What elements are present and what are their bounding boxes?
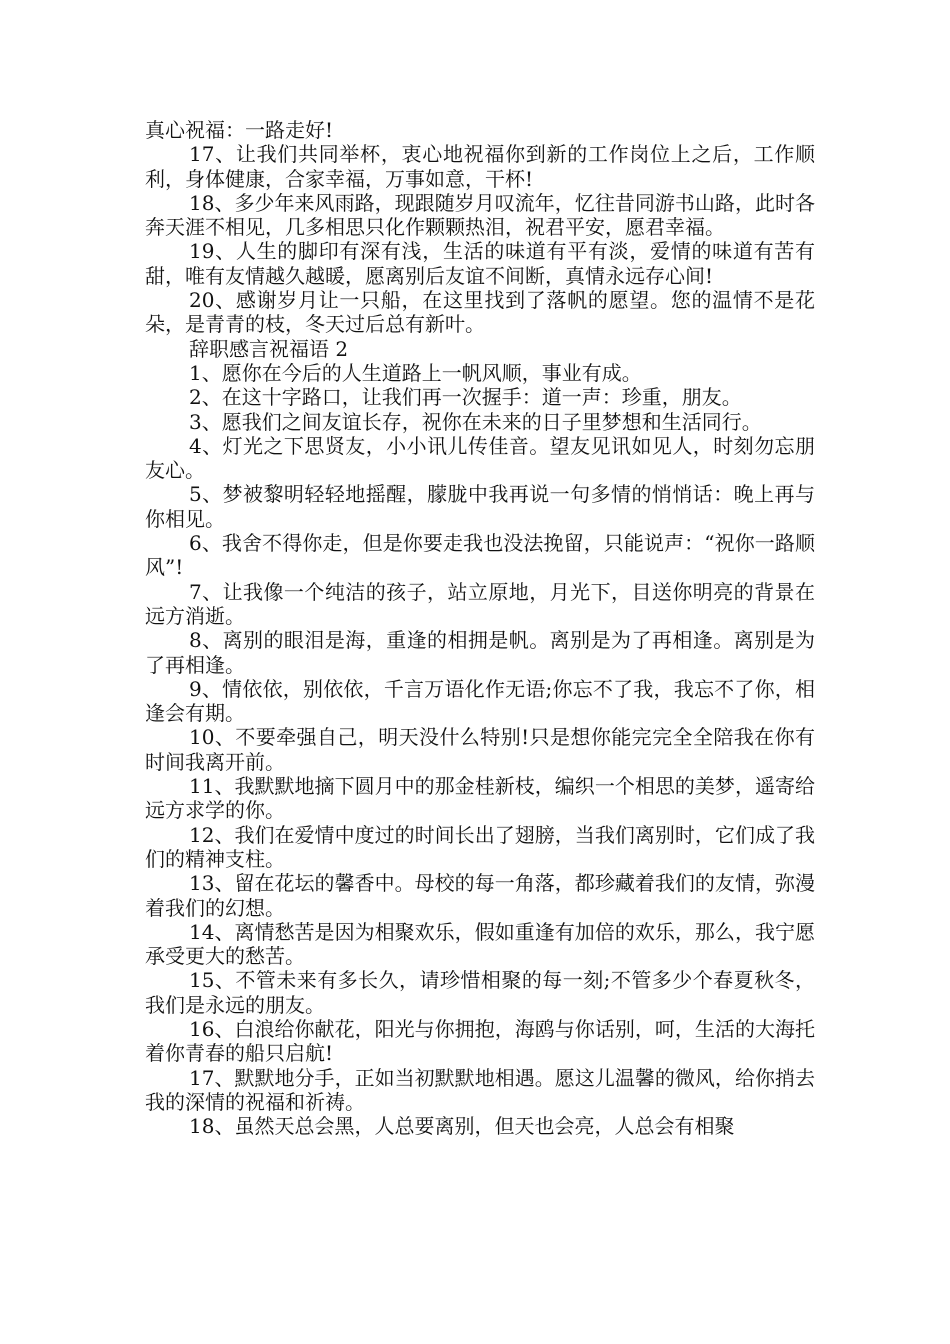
paragraph-item-18b: 18、虽然天总会黑，人总要离别，但天也会亮，人总会有相聚 (189, 1114, 735, 1139)
paragraph-item-10: 10、不要牵强自己，明天没什么特别!只是想你能完完全全陪我在你有时间我离开前。 (145, 725, 815, 774)
paragraph-item-7: 7、让我像一个纯洁的孩子，站立原地，月光下，目送你明亮的背景在远方消逝。 (145, 579, 815, 628)
paragraph-item-20: 20、感谢岁月让一只船，在这里找到了落帆的愿望。您的温情不是花朵，是青青的枝，冬天过后总有新叶。 (145, 288, 815, 337)
paragraph-item-17: 17、让我们共同举杯，衷心地祝福你到新的工作岗位上之后，工作顺利，身体健康，合家幸福，万事如意，干杯! (145, 142, 815, 191)
paragraph-item-13: 13、留在花坛的馨香中。母校的每一角落，都珍藏着我们的友情，弥漫着我们的幻想。 (145, 871, 815, 920)
paragraph-item-6: 6、我舍不得你走，但是你要走我也没法挽留，只能说声：“祝你一路顺风”! (145, 531, 815, 580)
paragraph-item-1: 1、愿你在今后的人生道路上一帆风顺，事业有成。 (189, 360, 642, 385)
paragraph-item-15: 15、不管未来有多长久，请珍惜相聚的每一刻;不管多少个春夏秋冬，我们是永远的朋友。 (145, 968, 815, 1017)
paragraph-item-17b: 17、默默地分手，正如当初默默地相遇。愿这儿温馨的微风，给你捎去我的深情的祝福和祈祷。 (145, 1065, 815, 1114)
paragraph-item-8: 8、离别的眼泪是海，重逢的相拥是帆。离别是为了再相逢。离别是为了再相逢。 (145, 628, 815, 677)
paragraph-closing-line: 真心祝福：一路走好! (145, 118, 334, 142)
paragraph-item-4: 4、灯光之下思贤友，小小讯儿传佳音。望友见讯如见人，时刻勿忘朋友心。 (145, 433, 815, 483)
paragraph-item-18: 18、多少年来风雨路，现跟随岁月叹流年，忆往昔同游书山路，此时各奔天涯不相见，几多相思只化作颗颗热泪，祝君平安，愿君幸福。 (145, 190, 815, 240)
paragraph-item-16: 16、白浪给你献花，阳光与你拥抱，海鸥与你话别，呵，生活的大海托着你青春的船只启航! (145, 1016, 815, 1066)
paragraph-item-14: 14、离情愁苦是因为相聚欢乐，假如重逢有加倍的欢乐，那么，我宁愿承受更大的愁苦。 (145, 919, 815, 969)
document-body (145, 118, 815, 1138)
paragraph-item-9: 9、情依依，别依依，千言万语化作无语;你忘不了我，我忘不了你，相逢会有期。 (145, 676, 815, 726)
paragraph-item-3: 3、愿我们之间友谊长存，祝你在未来的日子里梦想和生活同行。 (189, 409, 762, 434)
paragraph-item-12: 12、我们在爱情中度过的时间长出了翅膀，当我们离别时，它们成了我们的精神支柱。 (145, 822, 815, 871)
paragraph-item-19: 19、人生的脚印有深有浅，生活的味道有平有淡，爱情的味道有苦有甜，唯有友情越久越暖，愿离别后友谊不间断，真情永远存心间! (145, 239, 815, 288)
paragraph-item-11: 11、我默默地摘下圆月中的那金桂新枝，编织一个相思的美梦，遥寄给远方求学的你。 (145, 774, 815, 823)
paragraph-item-5: 5、梦被黎明轻轻地摇醒，朦胧中我再说一句多情的悄悄话：晚上再与你相见。 (145, 482, 815, 531)
paragraph-item-2: 2、在这十字路口，让我们再一次握手：道一声：珍重，朋友。 (189, 385, 742, 410)
section-heading: 辞职感言祝福语 2 (189, 336, 349, 361)
